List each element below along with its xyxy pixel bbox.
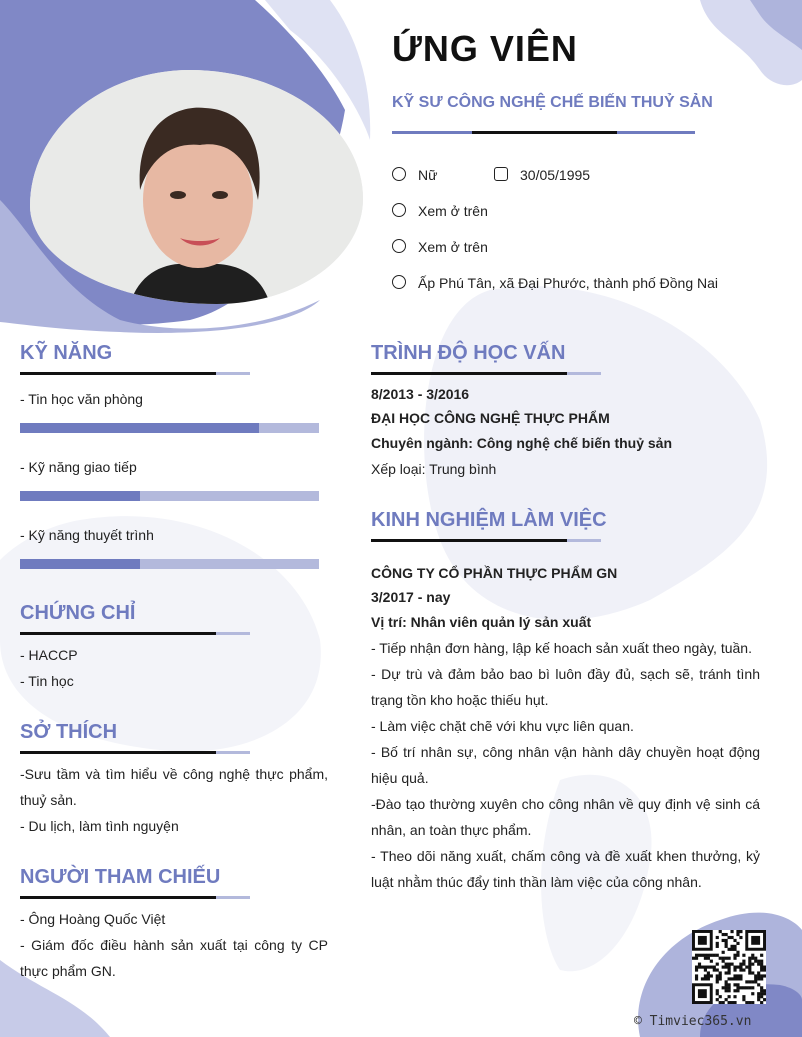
- gender-text: Nữ: [418, 167, 438, 183]
- duty-item: - Dự trù và đảm bảo bao bì luôn đầy đủ, sạch sẽ, tránh tình trạng tồn kho hoặc thiếu hụt.: [371, 666, 760, 708]
- skill-level-fill: [20, 423, 259, 433]
- education-period: 8/2013 - 3/2016: [371, 386, 470, 402]
- education-school: ĐẠI HỌC CÔNG NGHỆ THỰC PHẨM: [371, 410, 610, 426]
- copyright-text: © Timviec365.vn: [634, 1014, 752, 1029]
- duty-item: - Bố trí nhân sự, công nhân vận hành dây chuyền hoạt động hiệu quả.: [371, 744, 760, 786]
- education-major: Chuyên ngành: Công nghệ chế biến thuỷ sản: [371, 435, 673, 451]
- experience-duties: [371, 635, 760, 895]
- hobbies-underline-light: [216, 751, 250, 754]
- phone-icon: [392, 203, 406, 217]
- candidate-name: ỨNG VIÊN: [392, 28, 578, 69]
- qr-code: [692, 930, 766, 1004]
- experience-heading: KINH NGHIỆM LÀM VIỆC: [371, 509, 607, 531]
- skills-underline-light: [216, 372, 250, 375]
- education-underline-dark: [371, 372, 567, 375]
- duty-item: - Tiếp nhận đơn hàng, lập kế hoach sản xuất theo ngày, tuần.: [371, 640, 752, 656]
- email-text: Xem ở trên: [418, 239, 488, 255]
- address-text: Ấp Phú Tân, xã Đại Phước, thành phố Đồng Nai: [418, 275, 719, 291]
- dob-row: [494, 166, 590, 184]
- hobbies-underline-dark: [20, 751, 216, 754]
- certificates-underline-light: [216, 632, 250, 635]
- skill-level-fill: [20, 559, 140, 569]
- reference-name: - Ông Hoàng Quốc Việt: [20, 911, 166, 927]
- education-grade: Xếp loại: Trung bình: [371, 461, 497, 477]
- person-icon: [392, 167, 406, 181]
- phone-row: [392, 202, 488, 220]
- skill-level-bar: [20, 423, 319, 433]
- reference-title: - Giám đốc điều hành sản xuất tại công ty CP thực phẩm GN.: [20, 937, 328, 979]
- email-icon: [392, 239, 406, 253]
- experience-underline-light: [567, 539, 601, 542]
- experience-position: Vị trí: Nhân viên quản lý sản xuất: [371, 614, 592, 630]
- experience-company: CÔNG TY CỔ PHẦN THỰC PHẨM GN: [371, 565, 618, 581]
- experience-period: 3/2017 - nay: [371, 589, 451, 605]
- skill-level-bar: [20, 491, 319, 501]
- title-underline-right: [617, 131, 695, 134]
- gender-row: [392, 166, 437, 184]
- hobby-item: - Du lịch, làm tình nguyện: [20, 818, 179, 834]
- title-underline-left: [392, 131, 472, 134]
- skill-label: - Kỹ năng thuyết trình: [20, 527, 154, 543]
- duty-item: -Đào tạo thường xuyên cho công nhân về quy định vệ sinh cá nhân, an toàn thực phẩm.: [371, 796, 760, 838]
- hobbies-heading: SỞ THÍCH: [20, 721, 118, 743]
- duty-item: - Làm việc chặt chẽ với khu vực liên quan.: [371, 718, 634, 734]
- skill-level-fill: [20, 491, 140, 501]
- home-icon: [392, 275, 406, 289]
- title-underline-middle: [472, 131, 617, 134]
- skill-label: - Tin học văn phòng: [20, 391, 143, 407]
- certificate-item: - Tin học: [20, 673, 74, 689]
- experience-underline-dark: [371, 539, 567, 542]
- education-underline-light: [567, 372, 601, 375]
- references-heading: NGƯỜI THAM CHIẾU: [20, 866, 221, 888]
- skill-level-bar: [20, 559, 319, 569]
- skills-underline-dark: [20, 372, 216, 375]
- certificates-underline-dark: [20, 632, 216, 635]
- certificate-item: - HACCP: [20, 647, 78, 663]
- job-title: KỸ SƯ CÔNG NGHỆ CHẾ BIẾN THUỶ SẢN: [392, 94, 713, 111]
- dob-text: 30/05/1995: [520, 167, 591, 183]
- education-heading: TRÌNH ĐỘ HỌC VẤN: [371, 342, 566, 364]
- calendar-icon: [494, 167, 508, 181]
- skill-label: - Kỹ năng giao tiếp: [20, 459, 137, 475]
- references-underline-dark: [20, 896, 216, 899]
- duty-item: - Theo dõi năng xuất, chấm công và đề xuất khen thưởng, kỷ luật nhằm thúc đẩy tinh thần làm việc của công nhân.: [371, 848, 760, 890]
- references-underline-light: [216, 896, 250, 899]
- email-row: [392, 238, 488, 256]
- address-row: [392, 274, 718, 292]
- certificates-heading: CHỨNG CHỈ: [20, 602, 136, 624]
- phone-text: Xem ở trên: [418, 203, 488, 219]
- skills-heading: KỸ NĂNG: [20, 342, 113, 364]
- hobby-item: -Sưu tầm và tìm hiểu về công nghệ thực phẩm, thuỷ sản.: [20, 766, 328, 808]
